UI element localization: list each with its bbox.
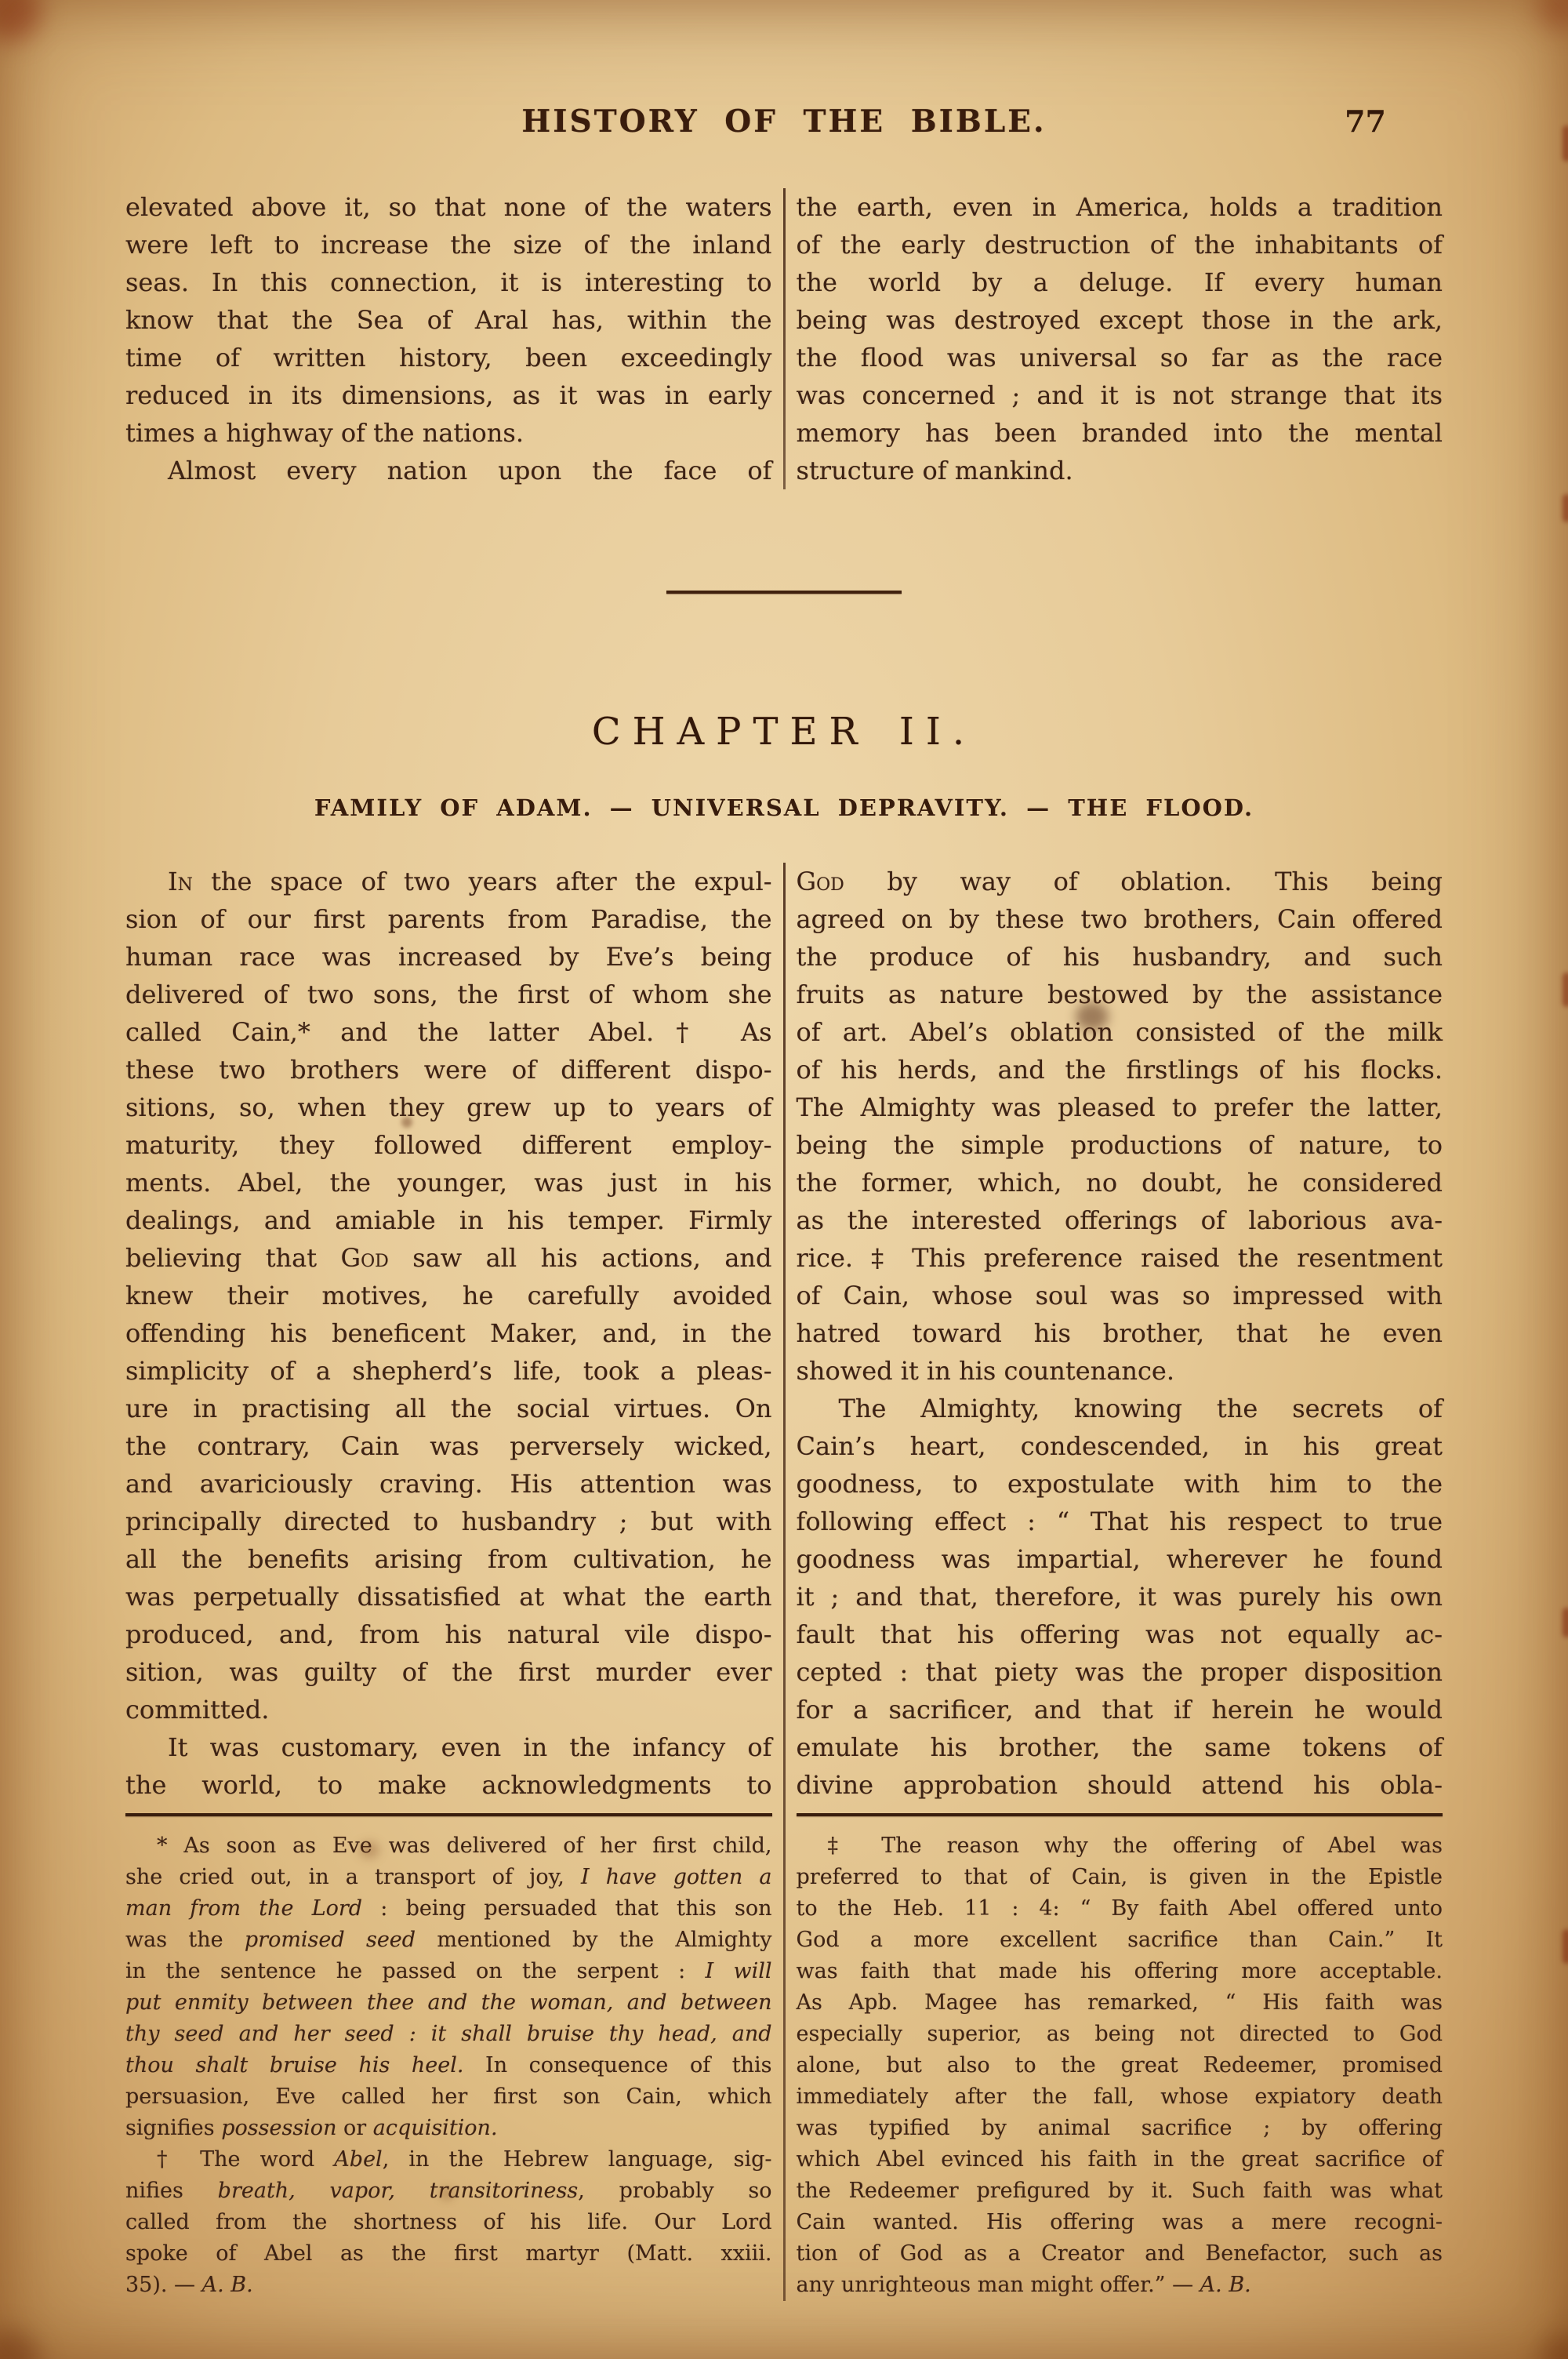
text-line: called Cain,* and the latter Abel.† As (125, 1017, 772, 1047)
text-line: was concerned ; and it is not strange that its (796, 380, 1443, 410)
text-line: to the Heb. 11 : 4: “ By faith Abel offered unto (796, 1896, 1443, 1921)
text-line (125, 1956, 772, 1987)
text-line: hatred toward his brother, that he even (796, 1318, 1443, 1348)
text-line: the former, which, no doubt, he considered (796, 1168, 1443, 1198)
text-segment: acquisition. (372, 2116, 498, 2140)
scan-edge-mark (1563, 972, 1568, 1007)
column-divider-rule (783, 188, 786, 489)
text-line: sition, was guilty of the first murder ever (125, 1657, 772, 1687)
text-segment: or (336, 2116, 373, 2140)
text-line: for a sacrificer, and that if herein he would (796, 1695, 1443, 1725)
text-segment: was the (125, 1928, 245, 1952)
text-line: times a highway of the nations. (125, 418, 524, 448)
text-line: principally directed to husbandry ; but with (125, 1507, 772, 1536)
text-line: the world, to make acknowledgments to (125, 1770, 772, 1800)
text-segment: in the sentence he passed on the serpent : (125, 1959, 706, 1983)
text-segment: believing that (125, 1243, 341, 1273)
text-segment: by way of oblation. This being (844, 867, 1443, 896)
text-line: were left to increase the size of the inland (125, 230, 772, 260)
text-line: goodness, to expostulate with him to the (796, 1469, 1443, 1499)
scan-corner-mark (1538, 0, 1568, 30)
text-line: ments. Abel, the younger, was just in his (125, 1168, 772, 1198)
text-line: as the interested offerings of laborious ava- (796, 1205, 1443, 1235)
text-line: and avariciously craving. His attention was (125, 1469, 772, 1499)
text-line: it ; and that, therefore, it was purely his own (796, 1582, 1443, 1612)
text-line (125, 1862, 772, 1893)
text-segment: I will (705, 1959, 772, 1983)
text-line: the produce of his husbandry, and such (796, 942, 1443, 972)
text-line: agreed on by these two brothers, Cain offered (796, 904, 1443, 934)
text-line: tion of God as a Creator and Benefactor, such as (796, 2241, 1443, 2266)
text-line: cepted : that piety was the proper disposition (796, 1657, 1443, 1687)
text-line: fault that his offering was not equally ac- (796, 1619, 1443, 1649)
text-line: being the simple productions of nature, to (796, 1130, 1443, 1160)
text-line (125, 2144, 772, 2175)
text-segment: the space of two years after the expul- (192, 867, 772, 896)
text-line: memory has been branded into the mental (796, 418, 1443, 448)
page-header (125, 104, 1443, 151)
text-line: was faith that made his offering more acceptable. (796, 1959, 1443, 1983)
text-line: committed. (125, 1695, 270, 1725)
top-text-section (125, 188, 1443, 489)
text-line: persuasion, Eve called her first son Cain, which (125, 2085, 772, 2109)
text-line: * As soon as Eve was delivered of her first child, (157, 1834, 772, 1858)
text-line: rice. ‡ This preference raised the resentment (796, 1243, 1443, 1273)
text-line: the earth, even in America, holds a tradition (796, 192, 1443, 222)
text-line: simplicity of a shepherd’s life, took a pleas- (125, 1356, 772, 1386)
text-line: the Redeemer prefigured by it. Such faith was what (796, 2179, 1443, 2203)
text-line: seas. In this connection, it is interesting to (125, 267, 772, 297)
text-segment: A. B. (201, 2273, 253, 2297)
text-line: offending his beneficent Maker, and, in the (125, 1318, 772, 1348)
text-segment: thou shalt bruise his heel. (125, 2053, 464, 2077)
text-line: God a more excellent sacrifice than Cain.” It (796, 1928, 1443, 1952)
text-line: Almost every nation upon the face of (168, 456, 772, 485)
chapter-title: CHAPTER II. (591, 710, 977, 754)
text-line (797, 863, 1443, 900)
text-line: produced, and, from his natural vile dispo- (125, 1619, 772, 1649)
text-segment: any unrighteous man might offer.” — (796, 2273, 1200, 2297)
text-line: showed it in his countenance. (796, 1356, 1175, 1386)
text-segment: God (340, 1243, 389, 1273)
text-segment: † The word (157, 2147, 335, 2172)
text-segment: breath, vapor, transitoriness (217, 2179, 579, 2203)
left-footnote (125, 1830, 772, 2301)
text-line: sitions, so, when they grew up to years of (125, 1092, 772, 1122)
text-line (125, 863, 772, 900)
text-line: of the early destruction of the inhabitants of (796, 230, 1443, 260)
text-line: reduced in its dimensions, as it was in early (125, 380, 772, 410)
top-right-column (797, 188, 1443, 489)
text-line: knew their motives, he carefully avoided (125, 1281, 772, 1310)
text-line: alone, but also to the great Redeemer, promised (796, 2053, 1443, 2077)
text-line: all the benefits arising from cultivation, he (125, 1544, 772, 1574)
text-line: Cain wanted. His offering was a mere recogni- (796, 2210, 1443, 2234)
text-line: called from the shortness of his life. Our Lord (125, 2210, 772, 2234)
text-segment: nifies (125, 2179, 218, 2203)
column-divider-rule (783, 863, 786, 2301)
text-line (797, 2270, 1443, 2301)
chapter-subtitle: FAMILY OF ADAM. — UNIVERSAL DEPRAVITY. — THE FLOOD. (314, 794, 1254, 821)
text-line: preferred to that of Cain, is given in the Epistle (796, 1865, 1443, 1889)
text-line: the world by a deluge. If every human (796, 267, 1443, 297)
main-right-column (797, 863, 1443, 2301)
text-line: spoke of Abel as the first martyr (Matt. xxiii. (125, 2241, 772, 2266)
text-line (125, 2113, 772, 2144)
text-line: The Almighty, knowing the secrets of (838, 1394, 1443, 1423)
text-line: As Apb. Magee has remarked, “ His faith was (796, 1990, 1443, 2015)
text-line: time of written history, been exceedingly (125, 343, 772, 373)
text-segment: promised seed (244, 1928, 416, 1952)
text-segment: In consequence of this (463, 2053, 772, 2077)
scan-edge-mark (1563, 1608, 1568, 1637)
text-segment: , probably so (578, 2179, 772, 2203)
text-line: which Abel evinced his faith in the great sacrifice of (796, 2147, 1443, 2172)
text-line: being was destroyed except those in the ark, (796, 305, 1443, 335)
text-line: the contrary, Cain was perversely wicked, (125, 1431, 772, 1461)
text-line: structure of mankind. (796, 456, 1073, 485)
top-left-column (125, 188, 772, 489)
main-left-column (125, 863, 772, 2301)
text-line: know that the Sea of Aral has, within the (125, 305, 772, 335)
text-line: sion of our first parents from Paradise, the (125, 904, 772, 934)
running-head-title: HISTORY OF THE BIBLE. (521, 104, 1047, 140)
scan-corner-mark (0, 2331, 39, 2359)
text-line: Cain’s heart, condescended, in his great (796, 1431, 1443, 1461)
text-line: dealings, and amiable in his temper. Firmly (125, 1205, 772, 1235)
footnote-separator-rule (125, 1813, 772, 1816)
text-segment: Abel (334, 2147, 383, 2172)
text-line (125, 2175, 772, 2207)
text-segment: man from the Lord (125, 1896, 363, 1921)
footnote-separator-rule (797, 1813, 1443, 1816)
text-line: of his herds, and the firstlings of his flocks. (796, 1055, 1443, 1085)
text-line: human race was increased by Eve’s being (125, 942, 772, 972)
text-line: immediately after the fall, whose expiatory death (796, 2085, 1443, 2109)
text-segment: mentioned by the Almighty (416, 1928, 772, 1952)
scan-corner-mark (0, 0, 41, 41)
main-text-section (125, 863, 1443, 2301)
text-line: maturity, they followed different employ- (125, 1130, 772, 1160)
text-line (125, 2270, 772, 2301)
text-line: fruits as nature bestowed by the assistance (796, 980, 1443, 1009)
text-line: was perpetually dissatisfied at what the earth (125, 1582, 772, 1612)
scan-edge-mark (1563, 1929, 1568, 1964)
scan-corner-mark (1543, 2335, 1568, 2359)
text-line: ure in practising all the social virtues. On (125, 1394, 772, 1423)
text-line (125, 1893, 772, 1925)
text-line: ‡ The reason why the offering of Abel was (827, 1834, 1443, 1858)
page-number: 77 (1345, 104, 1386, 139)
right-footnote (797, 1830, 1443, 2301)
text-line: emulate his brother, the same tokens of (796, 1732, 1443, 1762)
text-line: of Cain, whose soul was so impressed with (796, 1281, 1443, 1310)
text-line: especially superior, as being not directed to God (796, 2022, 1443, 2046)
text-segment: signifies (125, 2116, 222, 2140)
text-segment: A. B. (1200, 2273, 1251, 2297)
text-line: following effect : “ That his respect to true (796, 1507, 1443, 1536)
section-separator-rule (666, 591, 902, 594)
text-line: divine approbation should attend his obla- (796, 1770, 1443, 1800)
text-line: goodness was impartial, wherever he found (796, 1544, 1443, 1574)
text-segment: I have gotten a (580, 1865, 772, 1889)
text-line: elevated above it, so that none of the waters (125, 192, 772, 222)
text-segment: saw all his actions, and (388, 1243, 772, 1273)
scan-edge-mark (1563, 125, 1568, 162)
text-segment: thy seed and her seed : it shall bruise thy head, and (125, 2022, 772, 2046)
text-segment: 35). — (125, 2273, 202, 2297)
text-segment: put enmity between thee and the woman, and between (125, 1990, 772, 2015)
text-line: delivered of two sons, the first of whom she (125, 980, 772, 1009)
text-line (125, 1987, 772, 2019)
main-left-text (125, 863, 772, 1804)
scan-edge-mark (1563, 494, 1568, 522)
text-line (125, 2019, 772, 2050)
text-line: The Almighty was pleased to prefer the latter, (796, 1092, 1443, 1122)
text-line (125, 1239, 772, 1277)
text-line (125, 2050, 772, 2081)
text-segment: God (796, 867, 844, 896)
text-segment: possession (221, 2116, 337, 2140)
text-line: was typified by animal sacrifice ; by offering (796, 2116, 1443, 2140)
text-line: It was customary, even in the infancy of (168, 1732, 772, 1762)
text-segment: , in the Hebrew language, sig- (382, 2147, 772, 2172)
main-right-text (797, 863, 1443, 1804)
text-segment: : being persuaded that this son (362, 1896, 772, 1921)
text-line: of art. Abel’s oblation consisted of the milk (796, 1017, 1443, 1047)
text-line (125, 1925, 772, 1956)
text-segment: she cried out, in a transport of joy, (125, 1865, 581, 1889)
text-segment: In (168, 867, 193, 896)
text-line: these two brothers were of different dispo- (125, 1055, 772, 1085)
text-line: the flood was universal so far as the race (796, 343, 1443, 373)
